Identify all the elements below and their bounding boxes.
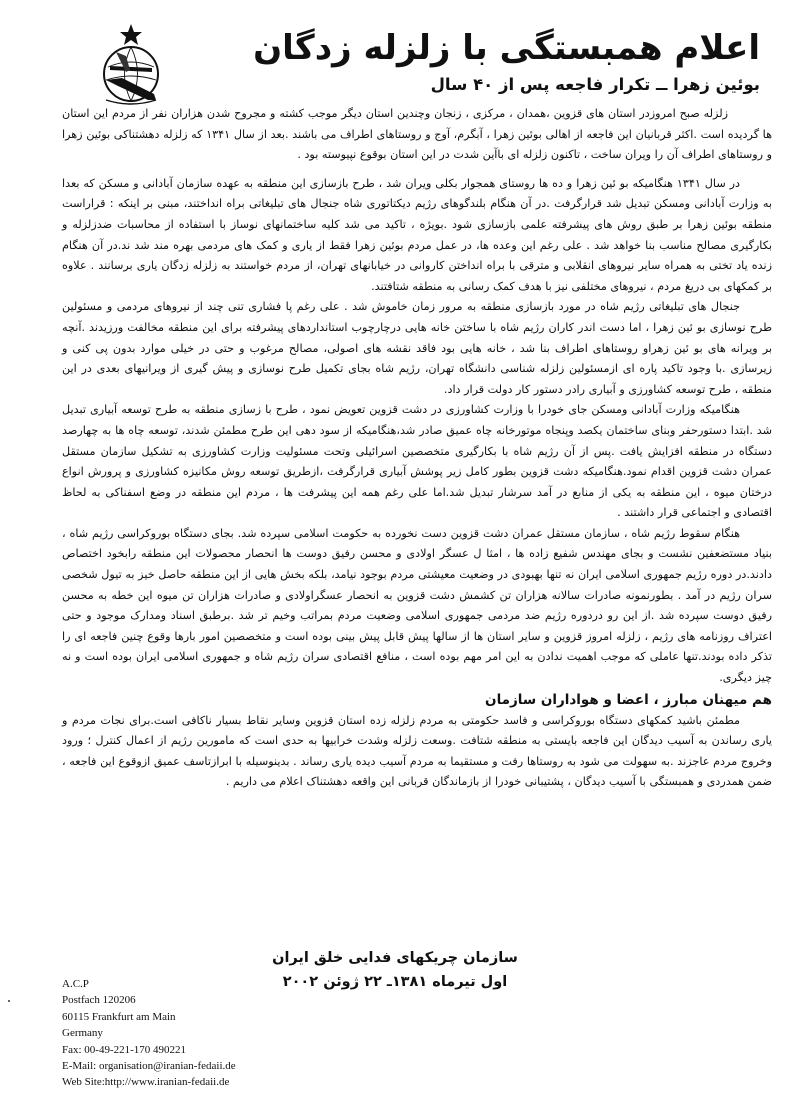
closing-paragraph: مطمئن باشید کمکهای دستگاه بوروکراسی و فاسد حکومتی به مردم زلزله زده استان قزوین وسایر نقاط بسیار ناکافی است.برای نجات مردم و یاری رساندن به آسیب دیدگان این فاجعه بایستی به منطقه شتافت .وسعت زلزله وشدت خرابیها به حدی است که مامورین رژیم از اعمال کنترل ؛ ورود وخروج مردم عاجزند .به سهولت می شود به روستاها رفت و مستقیما به مردم آسیب دیده یاری رساند . بدینوسیله با ابرازتاسف عمیق ازوقوع این فاجعه ، ضمن همدردی و همبستگی با آسیب دیدگان ، پشتیبانی خودرا از بازماندگان قربانی این واقعه دهشتناک اعلام می داریم . bbox=[62, 713, 772, 789]
paragraph: زلزله صبح امروزدر استان های قزوین ،همدان ، مرکزی ، زنجان وچندین استان دیگر موجب کشته و مجروح شدن هزاران نفر از مردم این استان ها گردیده است .اکثر قربانیان این فاجعه از اهالی بوئین زهرا ، آبگرم، آوج و روستاهای اطراف می باشند .بعد از سال ۱۳۴۱ که زلزله دهشتناکی بوئین زهرا و روستاهای اطراف آن را ویران ساخت ، تاکنون زلزله ای باآین شدت در این استان بوقوع نپیوسته بود . bbox=[62, 107, 772, 162]
paragraph: جنجال های تبلیغاتی رژیم شاه در مورد بازسازی منطقه به مرور زمان خاموش شد . علی رغم پا فشاری تنی چند از نیروهای مردمی و مسئولین طرح نوسازی بو ئین زهرا ، اما دست اندر کاران رژیم شاه با ساختن خانه هایی درچارچوب استانداردهای پیشرفته برای این منطقه مخالفت ورزیدند .آنچه بر ویرانه های بو ئین زهراو روستاهای اطراف بنا شد ، خانه هایی بود فاقد نقشه های اصولی، مصالح مرغوب و حتی در خیلی موارد بدون پی کنی و زیرسازی .با وجود تاکید پاره ای ازمسئولین زلزله شناسی دانشگاه تهران، رژیم شاه بجای تکمیل طرح نوسازی و پیش گیری از ویرانیهای بعدی در این منطقه ، طرح توسعه کشاورزی و آبیاری رادر دستور کار دولت قرار داد. bbox=[62, 300, 772, 396]
salutation-heading: هم میهنان مبارز ، اعضا و هواداران سازمان bbox=[485, 691, 772, 708]
paragraph: هنگامیکه وزارت آبادانی ومسکن جای خودرا با وزارت کشاورزی در دشت قزوین تعویض نمود ، طرح با زسازی منطقه به طرح توسعه آبیاری تبدیل شد .ابتدا دستورحفر وبنای ساختمان یکصد وپنجاه موتورخانه چاه عمیق صادر شد،هنگامیکه از سود دهی این طرح مطمئن شدند، توسعه چاه ها به چهارصد دستگاه در منطقه افزایش یافت .پس از آن رژیم شاه با بکارگیری متخصصین اسرائیلی وتحت مسئولیت وزارت کشاورزی به تشکیل سازمان مستقل عمران دشت قزوین اقدام نمود.هنگامیکه دشت قزوین بطور کامل زیر پوشش آبیاری قرارگرفت ،ازطریق توسعه روش مکانیزه کشاورزی و پرورش انواع درختان میوه ، این منطقه به یکی از منابع در آمد سرشار تبدیل شد.اما علی رغم همه این پیشرفت ها ، مردم این منطقه در وضع اسفناکی به لحاظ اقتصادی و اجتماعی قرار داشتند . bbox=[62, 403, 772, 520]
organization-emblem-icon bbox=[96, 22, 166, 108]
page-title: اعلام همبستگی با زلزله زدگان bbox=[253, 28, 760, 68]
contact-postfach: Postfach 120206 bbox=[62, 994, 136, 1007]
contact-address bbox=[62, 976, 236, 1091]
scan-speck bbox=[8, 1000, 10, 1002]
signature-organization: سازمان چریکهای فدایی خلق ایران bbox=[272, 950, 518, 966]
paragraph: هنگام سقوط رژیم شاه ، سازمان مستقل عمران دشت قزوین دست نخورده به حکومت اسلامی سپرده شد. بجای دستگاه بوروکراسی رژیم شاه ، بنیاد مستضعفین نشست و بجای مهندس شفیع زاده ها ، امثا ل عسگر اولادی و محسن رفیق دوست ها انحصار محصولات این منطقه رابخود اختصاص دادند.در دوره رژیم جمهوری اسلامی ایران نه تنها بهبودی در وضعیت معیشتی مردم بوجود نیامد، بلکه بخش هایی از این منطقه حاصل خیز به تیول شخصی سران رژیم در آمد . بطورنمونه صادرات سالانه هزاران تن کشمش دشت قزوین به انحصار عسگراولادی و صادرات هزاران تن میوه این خطه به محسن رفیق دوست سپرده شد .از این رو دردوره رژیم ضد مردمی جمهوری اسلامی وضعیت مردم بمراتب وخیم تر شد .برطبق اسناد ومدارک موجود و حتی اعتراف روزنامه های رژیم ، زلزله امروز قزوین و سایر استان ها از سالها پیش قابل پیش بینی بوده است و متخصصین امور بارها وقوع چنین فاجعه ای را تذکر داده بودند.تنها عاملی که موجب اهمیت ندادن به این امر مهم بوده است ، منافع اقتصادی سران رژیم شاه و جمهوری اسلامی ایران بوده است و نه چیز دیگری. bbox=[62, 526, 772, 685]
signature-block bbox=[255, 946, 535, 994]
contact-website[interactable]: Web Site:http://www.iranian-fedaii.de bbox=[62, 1076, 230, 1089]
document-body bbox=[62, 104, 772, 793]
contact-fax: Fax: 00-49-221-170 490221 bbox=[62, 1043, 187, 1056]
contact-city: 60115 Frankfurt am Main bbox=[62, 1010, 176, 1023]
contact-name: A.C.P bbox=[62, 978, 89, 990]
contact-country: Germany bbox=[62, 1027, 103, 1040]
signature-date: اول تیرماه ۱۳۸۱ـ ۲۲ ژوئن ۲۰۰۲ bbox=[282, 974, 508, 990]
contact-email[interactable]: E-Mail: organisation@iranian-fedaii.de bbox=[62, 1060, 236, 1073]
page-subtitle: بوئین زهرا ــ تکرار فاجعه پس از ۴۰ سال bbox=[430, 75, 760, 94]
paragraph: در سال ۱۳۴۱ هنگامیکه بو ئین زهرا و ده ها روستای همجوار بکلی ویران شد ، طرح بازسازی این منطقه به عهده سازمان آبادانی و مسکن که بعدا به وزارت آبادانی ومسکن تبدیل شد قرارگرفت .در آن هنگام بلندگوهای رژیم دیکتاتوری شاه جنجال های تبلیغاتی براه انداختند، مبنی بر اینکه : قراراست منطقه بوئین زهرا بر طبق روش های پیشرفته علمی بازسازی شود .بویژه ، تاکید می شد کلیه ساختمانهای نوساز با استفاده از محاسبات ضدزلزله و بکارگیری مصالح مناسب بنا خواهد شد . علی رغم این وعده ها، در عمل مردم بوئین زهرا فقط از یاری و کمک های مردمی بهره مند شد ند.در آن هنگام زنده یاد تختی به همراه سایر نیروهای انقلابی و مترقی با براه انداختن کاروانی در خیابانهای تهران، از مردم خواستند به زلزله زدگان یاری برسانند . علاوه بر کمکهای بی دریغ مردم ، نیروهای مختلفی نیز با هدف کمک رسانی به منطقه شتافتند. bbox=[62, 176, 772, 293]
star-icon bbox=[120, 24, 142, 45]
